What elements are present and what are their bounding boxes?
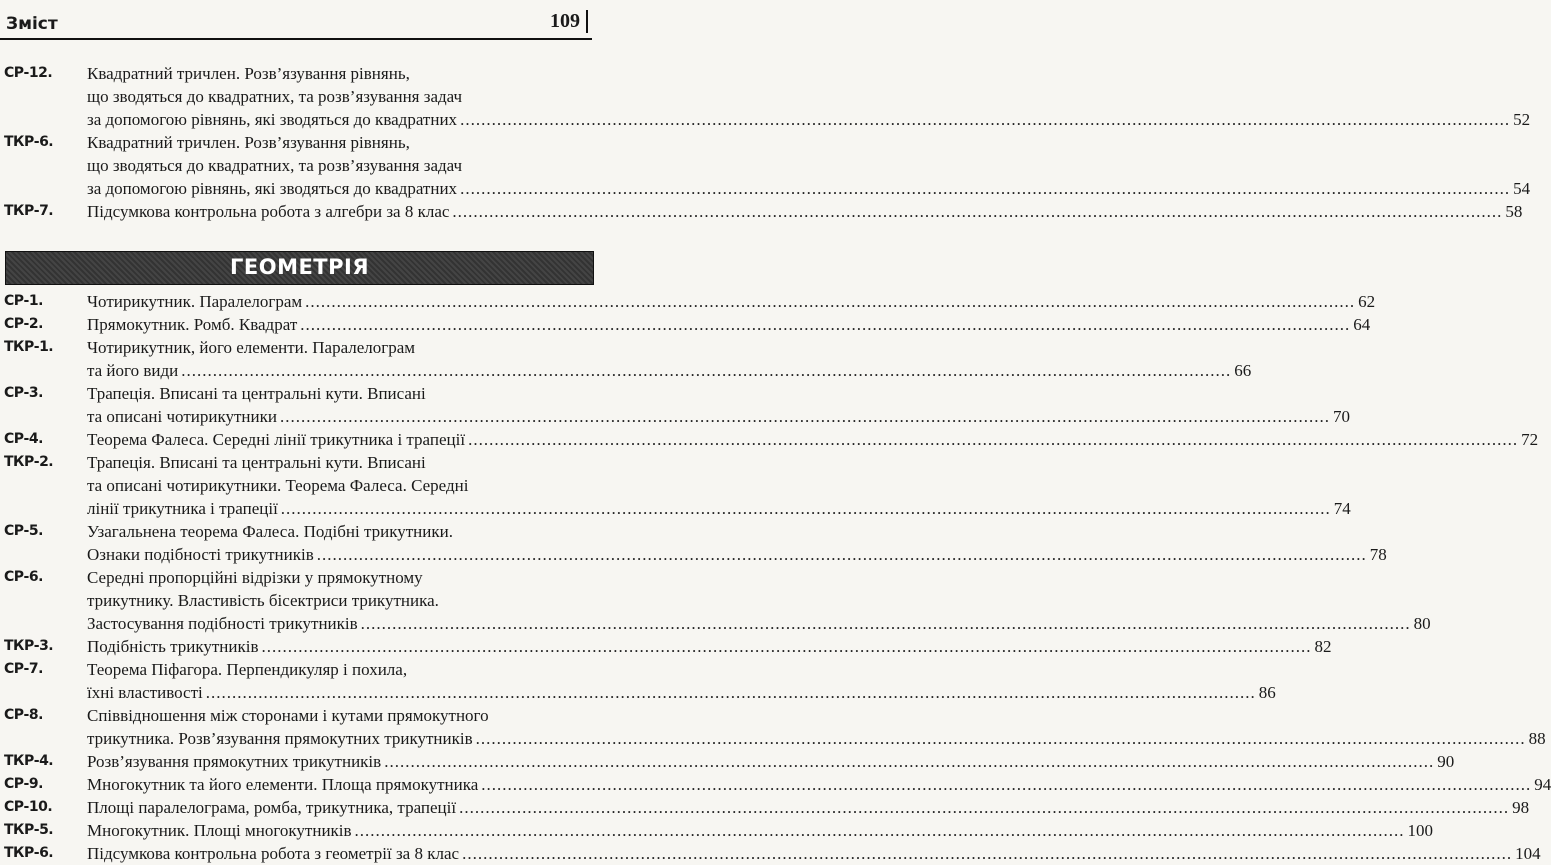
toc-entry-line <box>87 520 592 543</box>
dot-leader: ........................................................................................................................................................................................................ <box>481 775 1532 794</box>
dot-leader: ........................................................................................................................................................................................................ <box>462 844 1513 863</box>
toc-entry-title: Чотирикутник, його елементи. Паралелограм <box>87 338 416 357</box>
toc-entry-line <box>87 131 592 154</box>
toc-entry-page[interactable]: 64 <box>1353 315 1371 334</box>
dot-leader: ........................................................................................................................................................................................................ <box>181 361 1232 380</box>
toc-entry-title: Застосування подібності трикутників <box>87 614 358 633</box>
toc-entry-title: Прямокутник. Ромб. Квадрат <box>87 315 298 334</box>
toc-entry[interactable] <box>0 796 1530 819</box>
toc-entry[interactable] <box>0 773 1551 796</box>
toc-entry-page[interactable]: 54 <box>1513 179 1531 198</box>
toc-entry-code: СР-6. <box>4 569 43 585</box>
toc-entry-title: Теорема Фалеса. Середні лінії трикутника і трапеції <box>87 430 466 449</box>
toc-entry[interactable] <box>0 566 1431 635</box>
toc-entry-title: Подібність трикутників <box>87 637 259 656</box>
toc-entry-title: Співвідношення між сторонами і кутами прямокутного <box>87 706 489 725</box>
toc-entry-title: та описані чотирикутники <box>87 407 277 426</box>
toc-entry-code: ТКР-7. <box>4 203 54 219</box>
dot-leader: ........................................................................................................................................................................................................ <box>459 798 1510 817</box>
toc-entry-title: та його види <box>87 361 179 380</box>
toc-entry[interactable] <box>0 842 1541 865</box>
toc-entry-title: Теорема Піфагора. Перпендикуляр і похила, <box>87 660 408 679</box>
toc-entry-line <box>87 382 592 405</box>
dot-leader: ........................................................................................................................................................................................................ <box>384 752 1435 771</box>
toc-entry-code: ТКР-3. <box>4 638 54 654</box>
section-banner-label: ГЕОМЕТРІЯ <box>229 255 370 279</box>
toc-entry-line <box>87 681 1276 704</box>
dot-leader: ........................................................................................................................................................................................................ <box>468 430 1519 449</box>
toc-entry-line <box>87 85 592 108</box>
toc-entry-line <box>87 405 1350 428</box>
toc-entry-title: Площі паралелограма, ромба, трикутника, трапеції <box>87 798 457 817</box>
toc-entry-title: Підсумкова контрольна робота з геометрії за 8 клас <box>87 844 460 863</box>
dot-leader: ........................................................................................................................................................................................................ <box>460 179 1511 198</box>
toc-entry-title: за допомогою рівнянь, які зводяться до квадратних <box>87 110 458 129</box>
toc-entry-page[interactable]: 80 <box>1413 614 1431 633</box>
toc-entry-code: СР-1. <box>4 293 43 309</box>
toc-entry[interactable] <box>0 313 1371 336</box>
geometry-toc-list <box>0 290 1551 865</box>
toc-entry-page[interactable]: 62 <box>1358 292 1376 311</box>
page-title: Зміст <box>6 14 58 34</box>
dot-leader: ........................................................................................................................................................................................................ <box>300 315 1351 334</box>
toc-entry-line <box>87 359 1252 382</box>
page-number: 109 <box>550 10 588 33</box>
toc-entry-code: СР-12. <box>4 65 53 81</box>
toc-entry-title: Квадратний тричлен. Розв’язування рівнянь, <box>87 64 410 83</box>
toc-entry-line <box>87 451 592 474</box>
toc-entry-page[interactable]: 82 <box>1314 637 1332 656</box>
toc-entry-line <box>87 566 592 589</box>
toc-entry-line <box>87 290 1376 313</box>
toc-entry-code: СР-2. <box>4 316 43 332</box>
dot-leader: ........................................................................................................................................................................................................ <box>460 110 1511 129</box>
header-rule <box>0 38 592 40</box>
dot-leader: ........................................................................................................................................................................................................ <box>316 545 1367 564</box>
toc-entry-code: СР-10. <box>4 799 53 815</box>
toc-entry-page[interactable]: 72 <box>1521 430 1539 449</box>
toc-entry-line <box>87 727 1546 750</box>
toc-entry-line <box>87 819 1434 842</box>
toc-entry-line <box>87 62 592 85</box>
toc-entry[interactable] <box>0 131 1531 200</box>
toc-entry-line <box>87 497 1351 520</box>
toc-entry-title: трикутника. Розв’язування прямокутних трикутників <box>87 729 473 748</box>
toc-entry-line <box>87 428 1539 451</box>
toc-entry-title: Узагальнена теорема Фалеса. Подібні трикутники. <box>87 522 453 541</box>
toc-entry-line <box>87 177 1531 200</box>
toc-entry[interactable] <box>0 62 1531 131</box>
toc-entry-line <box>87 842 1541 865</box>
toc-entry-code: СР-9. <box>4 776 43 792</box>
dot-leader: ........................................................................................................................................................................................................ <box>205 683 1256 702</box>
toc-entry-title: Квадратний тричлен. Розв’язування рівнянь, <box>87 133 410 152</box>
toc-entry-title: Трапеція. Вписані та центральні кути. Вписані <box>87 384 426 403</box>
toc-entry[interactable] <box>0 520 1387 566</box>
toc-entry-page[interactable]: 52 <box>1513 110 1531 129</box>
toc-entry-title: за допомогою рівнянь, які зводяться до квадратних <box>87 179 458 198</box>
algebra-toc-list <box>0 62 1531 223</box>
toc-entry-line <box>87 658 592 681</box>
dot-leader: ........................................................................................................................................................................................................ <box>360 614 1411 633</box>
toc-entry-page[interactable]: 98 <box>1512 798 1530 817</box>
toc-entry-title: трикутнику. Властивість бісектриси трикутника. <box>87 591 439 610</box>
toc-entry-line <box>87 589 592 612</box>
toc-entry-page[interactable]: 66 <box>1234 361 1252 380</box>
toc-entry-line <box>87 773 1551 796</box>
toc-entry-line <box>87 200 1523 223</box>
toc-entry-code: СР-3. <box>4 385 43 401</box>
page-header <box>0 6 600 42</box>
toc-entry-line <box>87 750 1455 773</box>
toc-entry-code: СР-7. <box>4 661 43 677</box>
toc-entry-code: СР-5. <box>4 523 43 539</box>
toc-entry-line <box>87 154 592 177</box>
toc-entry-page[interactable]: 78 <box>1369 545 1387 564</box>
toc-entry-code: СР-4. <box>4 431 43 447</box>
toc-entry-line <box>87 336 592 359</box>
dot-leader: ........................................................................................................................................................................................................ <box>354 821 1405 840</box>
toc-entry-page[interactable]: 74 <box>1333 499 1351 518</box>
toc-entry-page[interactable]: 70 <box>1332 407 1350 426</box>
toc-entry-line <box>87 313 1371 336</box>
toc-entry-page[interactable]: 58 <box>1505 202 1523 221</box>
toc-entry-line <box>87 704 592 727</box>
toc-entry-title: лінії трикутника і трапеції <box>87 499 278 518</box>
toc-entry-page[interactable]: 86 <box>1258 683 1276 702</box>
dot-leader: ........................................................................................................................................................................................................ <box>280 499 1331 518</box>
toc-entry-code: СР-8. <box>4 707 43 723</box>
toc-entry[interactable] <box>0 451 1351 520</box>
section-banner <box>5 251 594 285</box>
toc-entry[interactable] <box>0 750 1455 773</box>
dot-leader: ........................................................................................................................................................................................................ <box>475 729 1526 748</box>
toc-entry-line <box>87 108 1531 131</box>
toc-entry[interactable] <box>0 290 1376 313</box>
toc-entry[interactable] <box>0 428 1539 451</box>
toc-entry-page[interactable]: 100 <box>1407 821 1434 840</box>
toc-entry-line <box>87 543 1387 566</box>
dot-leader: ........................................................................................................................................................................................................ <box>279 407 1330 426</box>
toc-entry-title: що зводяться до квадратних, та розв’язування задач <box>87 156 463 175</box>
toc-entry-line <box>87 474 592 497</box>
toc-entry[interactable] <box>0 819 1434 842</box>
toc-entry[interactable] <box>0 635 1332 658</box>
toc-entry[interactable] <box>0 658 1276 704</box>
toc-entry-title: Середні пропорційні відрізки у прямокутному <box>87 568 423 587</box>
toc-entry[interactable] <box>0 336 1252 382</box>
toc-entry-title: що зводяться до квадратних, та розв’язування задач <box>87 87 463 106</box>
toc-entry[interactable] <box>0 382 1350 428</box>
toc-entry-title: Підсумкова контрольна робота з алгебри за 8 клас <box>87 202 450 221</box>
toc-entry-title: та описані чотирикутники. Теорема Фалеса. Середні <box>87 476 469 495</box>
toc-entry-title: Розв’язування прямокутних трикутників <box>87 752 382 771</box>
toc-entry-code: ТКР-5. <box>4 822 54 838</box>
toc-entry-code: ТКР-6. <box>4 845 54 861</box>
toc-entry-title: їхні властивості <box>87 683 203 702</box>
dot-leader: ........................................................................................................................................................................................................ <box>261 637 1312 656</box>
toc-entry-title: Чотирикутник. Паралелограм <box>87 292 303 311</box>
toc-entry-title: Ознаки подібності трикутників <box>87 545 314 564</box>
toc-entry-title: Трапеція. Вписані та центральні кути. Вписані <box>87 453 426 472</box>
dot-leader: ........................................................................................................................................................................................................ <box>305 292 1356 311</box>
toc-entry-line <box>87 796 1530 819</box>
toc-entry-title: Многокутник та його елементи. Площа прямокутника <box>87 775 479 794</box>
dot-leader: ........................................................................................................................................................................................................ <box>452 202 1503 221</box>
toc-entry[interactable] <box>0 200 1523 223</box>
toc-entry-code: ТКР-1. <box>4 339 54 355</box>
toc-entry-code: ТКР-6. <box>4 134 54 150</box>
toc-entry-page[interactable]: 90 <box>1437 752 1455 771</box>
toc-entry-code: ТКР-2. <box>4 454 54 470</box>
toc-entry-title: Многокутник. Площі многокутників <box>87 821 352 840</box>
toc-entry-code: ТКР-4. <box>4 753 54 769</box>
toc-entry-page[interactable]: 104 <box>1515 844 1541 863</box>
toc-entry-line <box>87 612 1431 635</box>
toc-entry-page[interactable]: 94 <box>1534 775 1551 794</box>
toc-entry[interactable] <box>0 704 1546 750</box>
toc-entry-page[interactable]: 88 <box>1528 729 1546 748</box>
toc-entry-line <box>87 635 1332 658</box>
